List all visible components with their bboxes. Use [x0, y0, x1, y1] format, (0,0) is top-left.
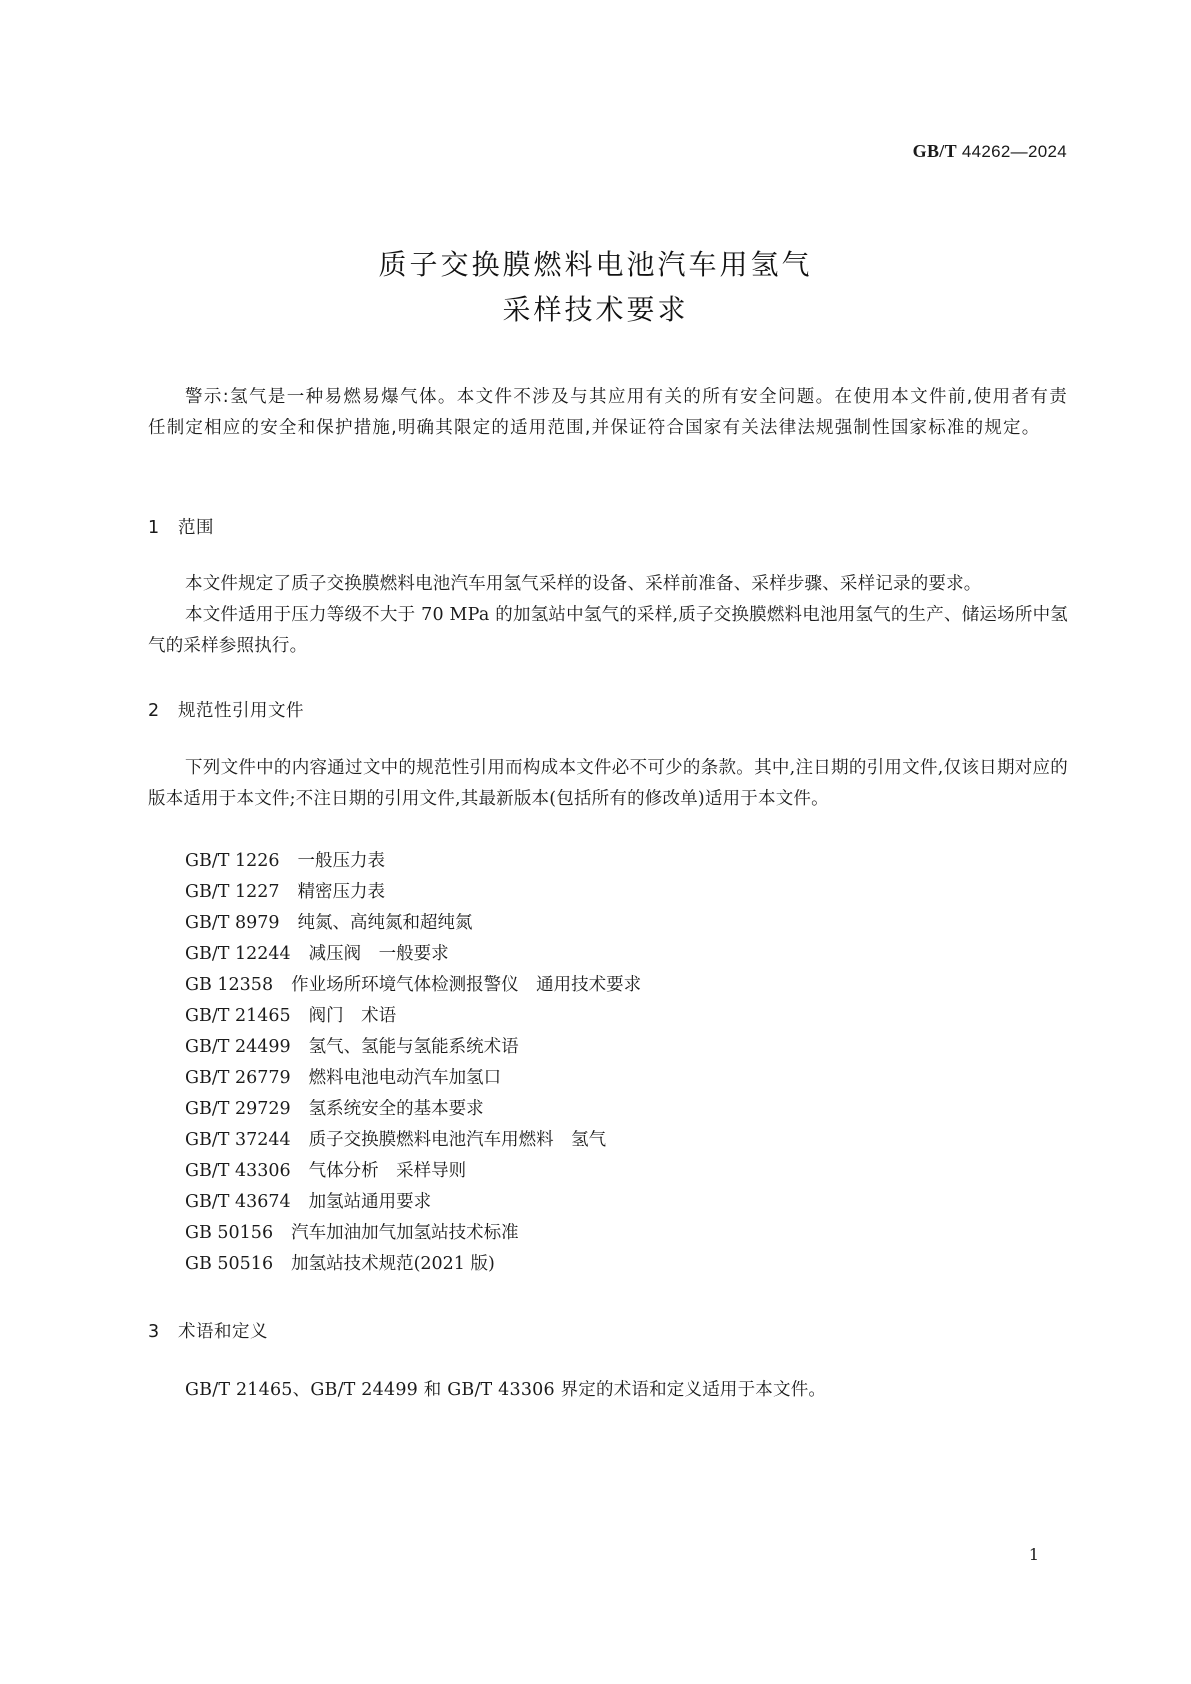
reference-item	[185, 1218, 641, 1249]
reference-item	[185, 846, 641, 877]
reference-code: GB/T 24499	[185, 1037, 291, 1057]
section-title: 规范性引用文件	[178, 701, 304, 721]
reference-title: 氢气、氢能与氢能系统术语	[308, 1037, 519, 1057]
reference-title: 气体分析 采样导则	[308, 1161, 467, 1181]
section-title: 范围	[178, 518, 214, 538]
reference-item	[185, 1001, 641, 1032]
reference-code: GB 12358	[185, 975, 274, 995]
reference-item	[185, 877, 641, 908]
references-intro-paragraph: 下列文件中的内容通过文中的规范性引用而构成本文件必不可少的条款。其中,注日期的引用文件,仅该日期对应的版本适用于本文件;不注日期的引用文件,其最新版本(包括所有的修改单)适用于本文件。	[148, 758, 1068, 809]
section-number: 1	[148, 518, 160, 538]
reference-title: 作业场所环境气体检测报警仪 通用技术要求	[291, 975, 642, 995]
section-heading-scope	[148, 514, 214, 539]
reference-title: 阀门 术语	[308, 1006, 397, 1026]
reference-code: GB/T 1226	[185, 851, 280, 871]
reference-title: 纯氮、高纯氮和超纯氮	[297, 913, 473, 933]
reference-item	[185, 1125, 641, 1156]
reference-title: 精密压力表	[297, 882, 386, 902]
reference-title: 一般压力表	[297, 851, 386, 871]
reference-item	[185, 1094, 641, 1125]
reference-title: 燃料电池电动汽车加氢口	[308, 1068, 502, 1088]
reference-item	[185, 1156, 641, 1187]
page-number: 1	[1028, 1545, 1039, 1564]
reference-item	[185, 908, 641, 939]
reference-title: 质子交换膜燃料电池汽车用燃料 氢气	[308, 1130, 607, 1150]
reference-item	[185, 970, 641, 1001]
section-title: 术语和定义	[178, 1322, 268, 1342]
standard-prefix: GB/T	[912, 141, 957, 161]
reference-code: GB/T 43674	[185, 1192, 291, 1212]
reference-title: 汽车加油加气加氢站技术标准	[291, 1223, 519, 1243]
document-title-line-1: 质子交换膜燃料电池汽车用氢气	[378, 248, 813, 281]
reference-item	[185, 1187, 641, 1218]
reference-item	[185, 1063, 641, 1094]
reference-title: 减压阀 一般要求	[308, 944, 449, 964]
reference-title: 氢系统安全的基本要求	[308, 1099, 484, 1119]
reference-code: GB/T 8979	[185, 913, 280, 933]
reference-list	[185, 846, 641, 1280]
safety-warning: 警示:氢气是一种易燃易爆气体。本文件不涉及与其应用有关的所有安全问题。在使用本文件前,使用者有责任制定相应的安全和保护措施,明确其限定的适用范围,并保证符合国家有关法律法规强制性国家标准的规定。	[148, 387, 1068, 438]
reference-code: GB/T 12244	[185, 944, 291, 964]
reference-code: GB/T 37244	[185, 1130, 291, 1150]
section-heading-normative-references	[148, 697, 304, 722]
document-title-line-2: 采样技术要求	[502, 293, 689, 326]
section-number: 2	[148, 701, 160, 721]
reference-code: GB/T 1227	[185, 882, 280, 902]
scope-paragraph-1: 本文件规定了质子交换膜燃料电池汽车用氢气采样的设备、采样前准备、采样步骤、采样记录的要求。	[185, 574, 982, 594]
reference-code: GB/T 21465	[185, 1006, 291, 1026]
reference-item	[185, 1032, 641, 1063]
reference-code: GB 50156	[185, 1223, 274, 1243]
reference-code: GB/T 26779	[185, 1068, 291, 1088]
standard-code: 44262—2024	[961, 142, 1067, 161]
reference-code: GB/T 29729	[185, 1099, 291, 1119]
scope-paragraph-2: 本文件适用于压力等级不大于 70 MPa 的加氢站中氢气的采样,质子交换膜燃料电池用氢气的生产、储运场所中氢气的采样参照执行。	[148, 605, 1068, 656]
standard-number	[913, 141, 1067, 162]
reference-code: GB/T 43306	[185, 1161, 291, 1181]
reference-title: 加氢站技术规范(2021 版)	[291, 1254, 495, 1274]
reference-item	[185, 1249, 641, 1280]
reference-code: GB 50516	[185, 1254, 274, 1274]
reference-title: 加氢站通用要求	[308, 1192, 432, 1212]
section-number: 3	[148, 1322, 160, 1342]
terms-paragraph: GB/T 21465、GB/T 24499 和 GB/T 43306 界定的术语和定义适用于本文件。	[185, 1380, 827, 1400]
reference-item	[185, 939, 641, 970]
section-heading-terms-definitions	[148, 1318, 268, 1343]
